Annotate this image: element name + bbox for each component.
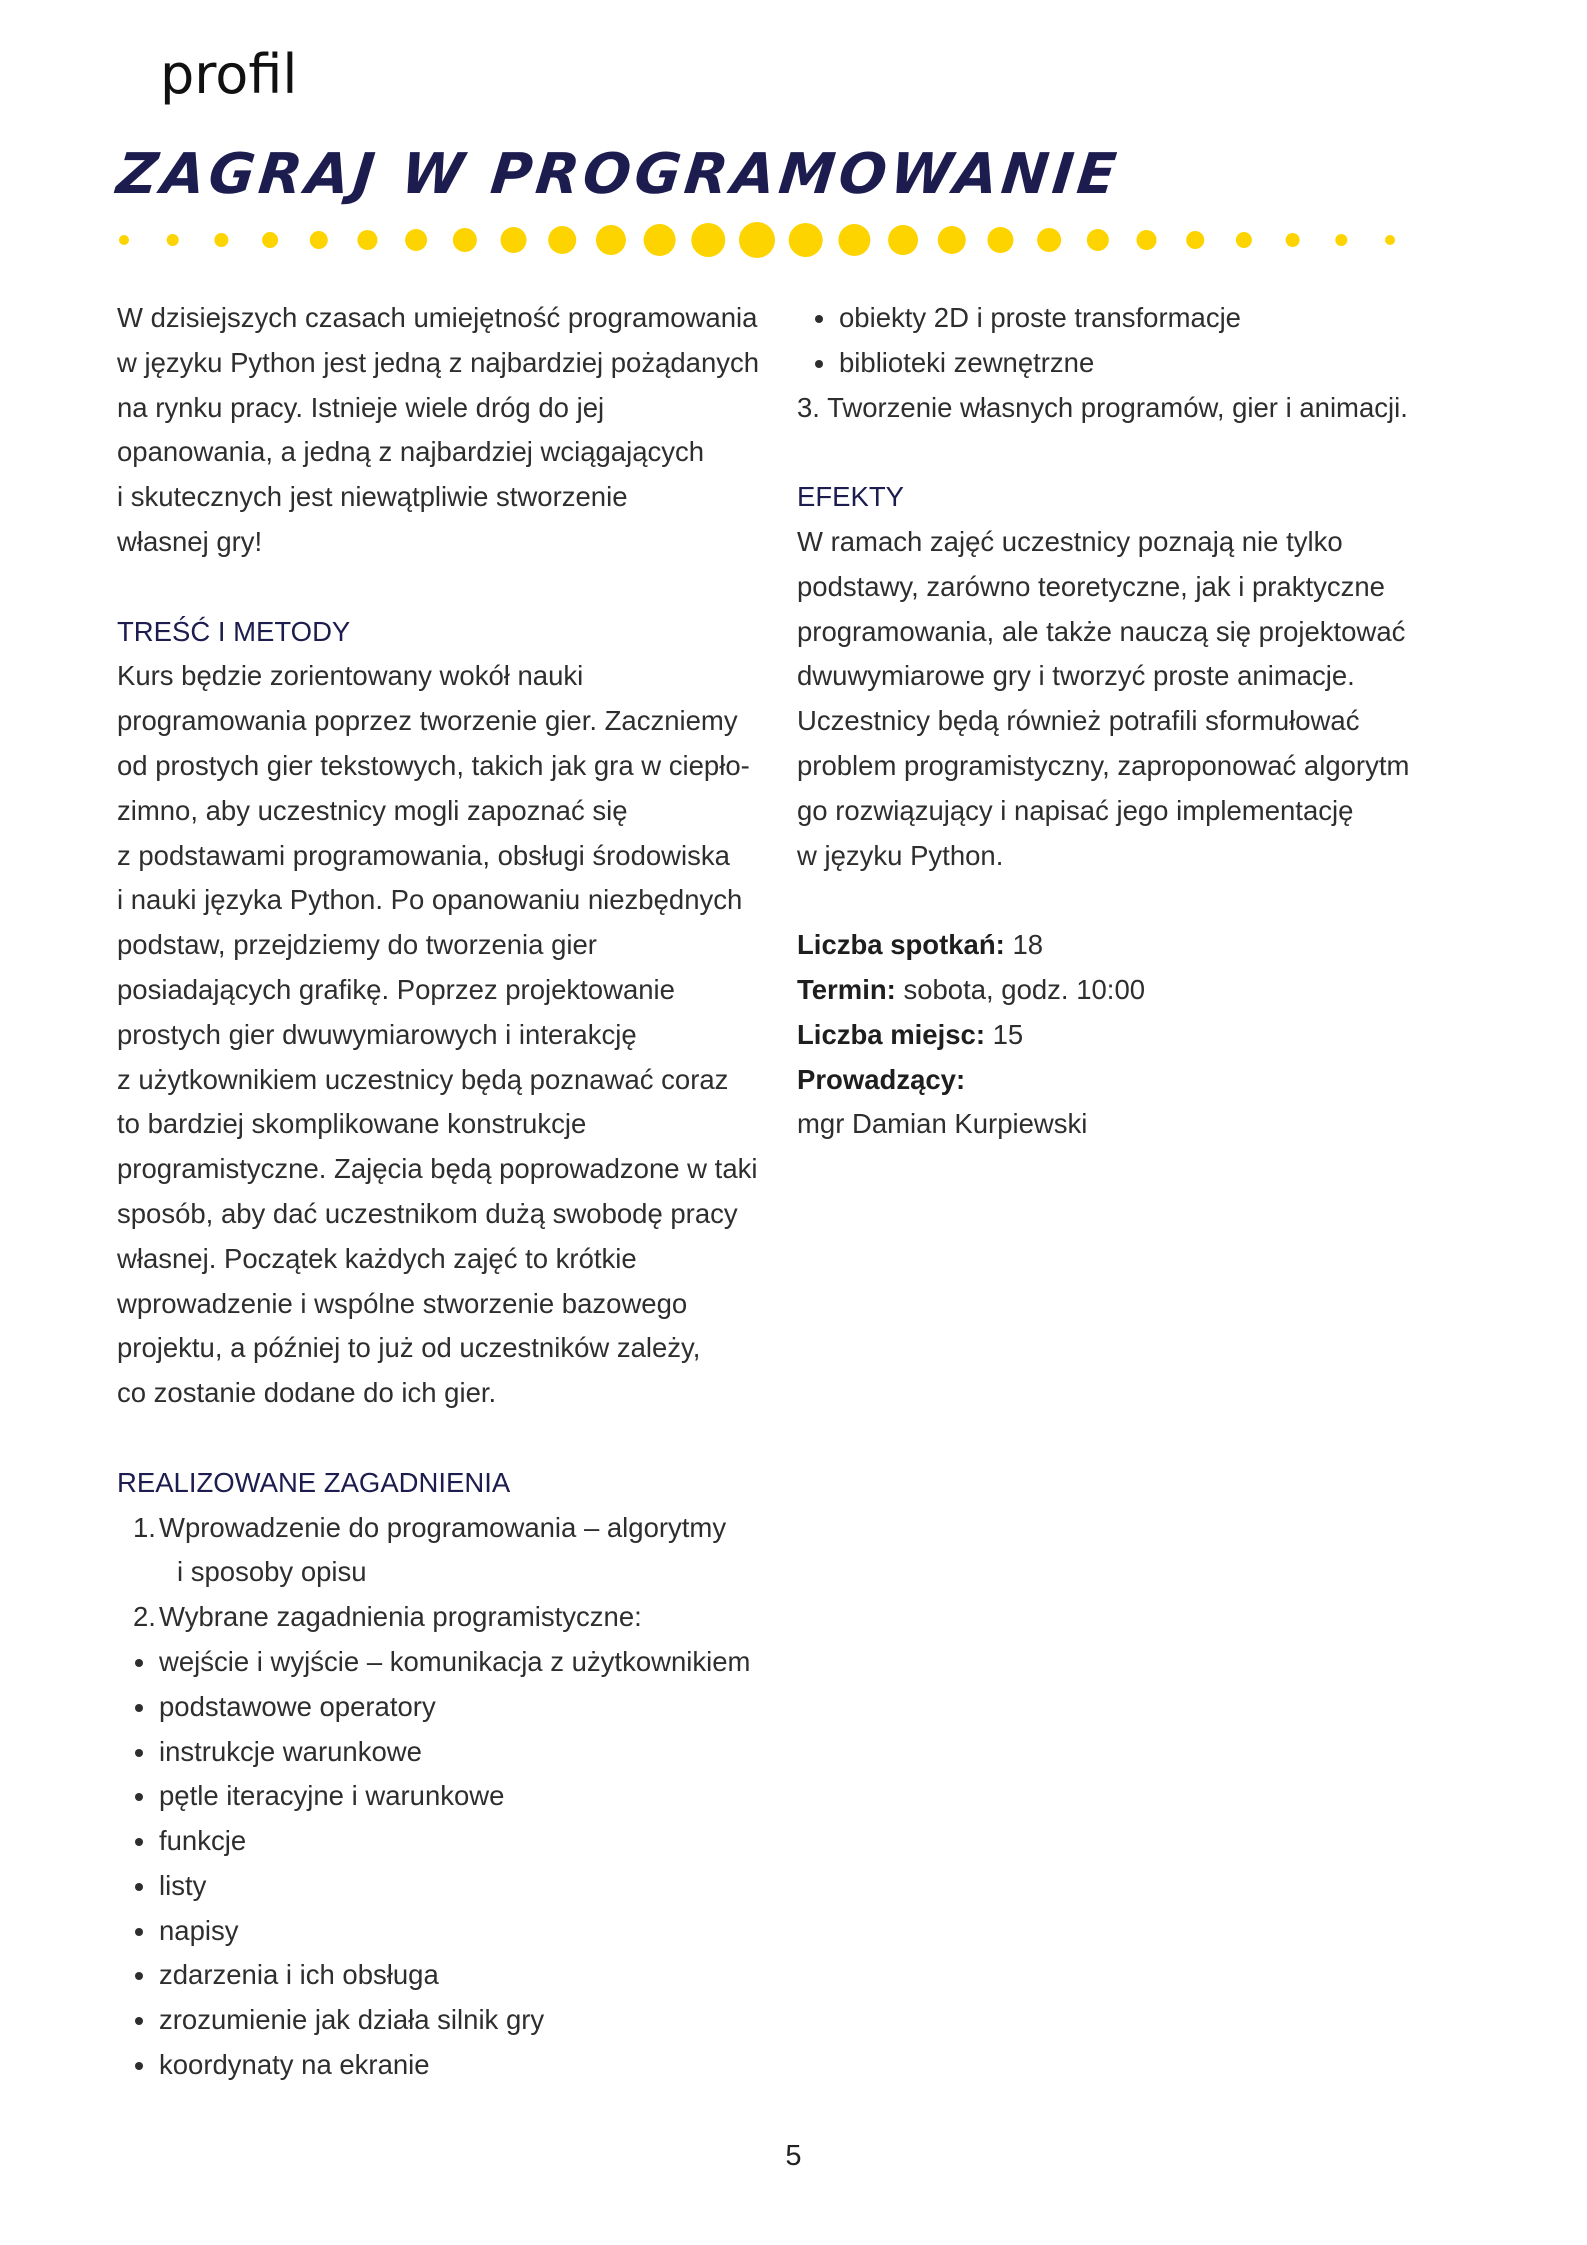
info-miejsc <box>797 1013 1497 1058</box>
info-termin <box>797 968 1497 1013</box>
decorative-dot <box>888 225 918 255</box>
decorative-dot <box>262 232 278 248</box>
text-line: problem programistyczny, zaproponować algorytm <box>797 749 1410 781</box>
info-spotkan <box>797 923 1497 968</box>
text-line: własnej. Początek każdych zajęć to krótkie <box>117 1242 637 1274</box>
list-item-3: 3. Tworzenie własnych programów, gier i animacji. <box>797 391 1408 423</box>
decorative-dot <box>453 228 477 252</box>
info-label: Liczba miejsc: <box>797 1018 985 1050</box>
decorative-dot <box>1186 231 1204 249</box>
efekty-paragraph <box>797 520 1497 878</box>
info-value: 18 <box>1004 929 1044 961</box>
text-line: podstaw, przejdziemy do tworzenia gier <box>117 929 597 961</box>
decorative-dots <box>0 200 1587 280</box>
bullet-item: wejście i wyjście – komunikacja z użytkownikiem <box>117 1640 797 1685</box>
bullet-item: pętle iteracyjne i warunkowe <box>117 1774 797 1819</box>
decorative-dot <box>1385 235 1395 245</box>
decorative-dot <box>167 234 179 246</box>
decorative-dot <box>1335 234 1347 246</box>
text-line: własnej gry! <box>117 525 263 557</box>
list-number: 1. <box>133 1511 156 1543</box>
text-line: od prostych gier tekstowych, takich jak gra w ciepło- <box>117 749 750 781</box>
bullet-item: instrukcje warunkowe <box>117 1730 797 1775</box>
text-line: W ramach zajęć uczestnicy poznają nie tylko <box>797 525 1343 557</box>
text-line: to bardziej skomplikowane konstrukcje <box>117 1108 587 1140</box>
text-line: opanowania, a jedną z najbardziej wciągających <box>117 436 705 468</box>
bullet-item: podstawowe operatory <box>117 1685 797 1730</box>
text-line: w języku Python. <box>797 839 1004 871</box>
bullet-item: zrozumienie jak działa silnik gry <box>117 1998 797 2043</box>
bullet-item: obiekty 2D i proste transformacje <box>797 296 1497 341</box>
list-item-1 <box>117 1506 797 1551</box>
text-line: Uczestnicy będą również potrafili sformułować <box>797 705 1360 737</box>
decorative-dot <box>1236 232 1252 248</box>
list-item-2 <box>117 1595 797 1640</box>
zagadnienia-heading: REALIZOWANE ZAGADNIENIA <box>117 1466 511 1498</box>
info-value: sobota, godz. 10:00 <box>895 973 1146 1005</box>
decorative-dot <box>938 226 966 254</box>
decorative-dot <box>838 224 870 256</box>
text-line: programistyczne. Zajęcia będą poprowadzone w taki <box>117 1153 758 1185</box>
decorative-dot <box>1137 230 1157 250</box>
decorative-dot <box>644 224 676 256</box>
page-title: ZAGRAJ W PROGRAMOWANIE <box>113 142 1124 207</box>
text-line: programowania poprzez tworzenie gier. Zaczniemy <box>117 705 738 737</box>
bullet-item: zdarzenia i ich obsługa <box>117 1953 797 1998</box>
info-label: Prowadzący: <box>797 1063 966 1095</box>
decorative-dot <box>789 223 823 257</box>
decorative-dot <box>119 235 129 245</box>
text-line: w języku Python jest jedną z najbardziej pożądanych <box>117 346 760 378</box>
left-column <box>117 296 797 2088</box>
text-line: z podstawami programowania, obsługi środowiska <box>117 839 730 871</box>
bullet-item: koordynaty na ekranie <box>117 2043 797 2088</box>
info-label: Liczba spotkań: <box>797 929 1005 961</box>
info-value: 15 <box>985 1018 1024 1050</box>
decorative-dot <box>310 231 328 249</box>
bullet-item: biblioteki zewnętrzne <box>797 341 1497 386</box>
text-line: projektu, a później to już od uczestników zależy, <box>117 1332 701 1364</box>
decorative-dot <box>501 227 527 253</box>
decorative-dot <box>214 233 228 247</box>
list-number: 2. <box>133 1601 156 1633</box>
decorative-dot <box>548 226 576 254</box>
page-number: 5 <box>785 2140 802 2172</box>
efekty-heading: EFEKTY <box>797 481 904 513</box>
list-item-text: Wprowadzenie do programowania – algorytmy <box>159 1511 727 1543</box>
text-line: W dzisiejszych czasach umiejętność programowania <box>117 302 758 333</box>
decorative-dot <box>739 222 775 258</box>
text-line: na rynku pracy. Istnieje wiele dróg do jej <box>117 391 605 423</box>
text-line: posiadających grafikę. Poprzez projektowanie <box>117 973 675 1005</box>
text-line: i nauki języka Python. Po opanowaniu niezbędnych <box>117 884 743 916</box>
list-item-text: Wybrane zagadnienia programistyczne: <box>159 1601 642 1633</box>
decorative-dot <box>596 225 626 255</box>
list-item-1-continuation: i sposoby opisu <box>177 1556 367 1588</box>
tresc-paragraph <box>117 654 797 1416</box>
info-prowadzacy-value: mgr Damian Kurpiewski <box>797 1108 1088 1140</box>
bullet-item: funkcje <box>117 1819 797 1864</box>
text-line: z użytkownikiem uczestnicy będą poznawać coraz <box>117 1063 729 1095</box>
decorative-dot <box>987 227 1013 253</box>
decorative-dot <box>1037 228 1061 252</box>
decorative-dot <box>1286 233 1300 247</box>
text-line: prostych gier dwuwymiarowych i interakcję <box>117 1018 637 1050</box>
bullet-item: napisy <box>117 1909 797 1954</box>
text-line: i skutecznych jest niewątpliwie stworzenie <box>117 481 628 513</box>
topics-list <box>117 1640 797 2088</box>
tresc-heading: TREŚĆ I METODY <box>117 615 351 647</box>
text-line: zimno, aby uczestnicy mogli zapoznać się <box>117 794 628 826</box>
text-line: go rozwiązujący i napisać jego implementację <box>797 794 1354 826</box>
text-line: dwuwymiarowe gry i tworzyć proste animacje. <box>797 660 1355 692</box>
text-line: podstawy, zarówno teoretyczne, jak i praktyczne <box>797 570 1385 602</box>
decorative-dot <box>1087 229 1109 251</box>
bullet-item: listy <box>117 1864 797 1909</box>
decorative-dot <box>691 223 725 257</box>
info-prowadzacy <box>797 1058 1497 1103</box>
text-line: Kurs będzie zorientowany wokół nauki <box>117 660 584 692</box>
right-column <box>797 296 1497 1147</box>
text-line: programowania, ale także nauczą się projektować <box>797 615 1406 647</box>
text-line: sposób, aby dać uczestnikom dużą swobodę pracy <box>117 1197 738 1229</box>
info-label: Termin: <box>797 973 896 1005</box>
topics-list-continued <box>797 296 1497 386</box>
text-line: co zostanie dodane do ich gier. <box>117 1377 497 1409</box>
decorative-dot <box>405 229 427 251</box>
text-line: wprowadzenie i wspólne stworzenie bazowego <box>117 1287 688 1319</box>
decorative-dot <box>357 230 377 250</box>
intro-paragraph <box>117 296 797 565</box>
section-label: profil <box>160 43 298 106</box>
